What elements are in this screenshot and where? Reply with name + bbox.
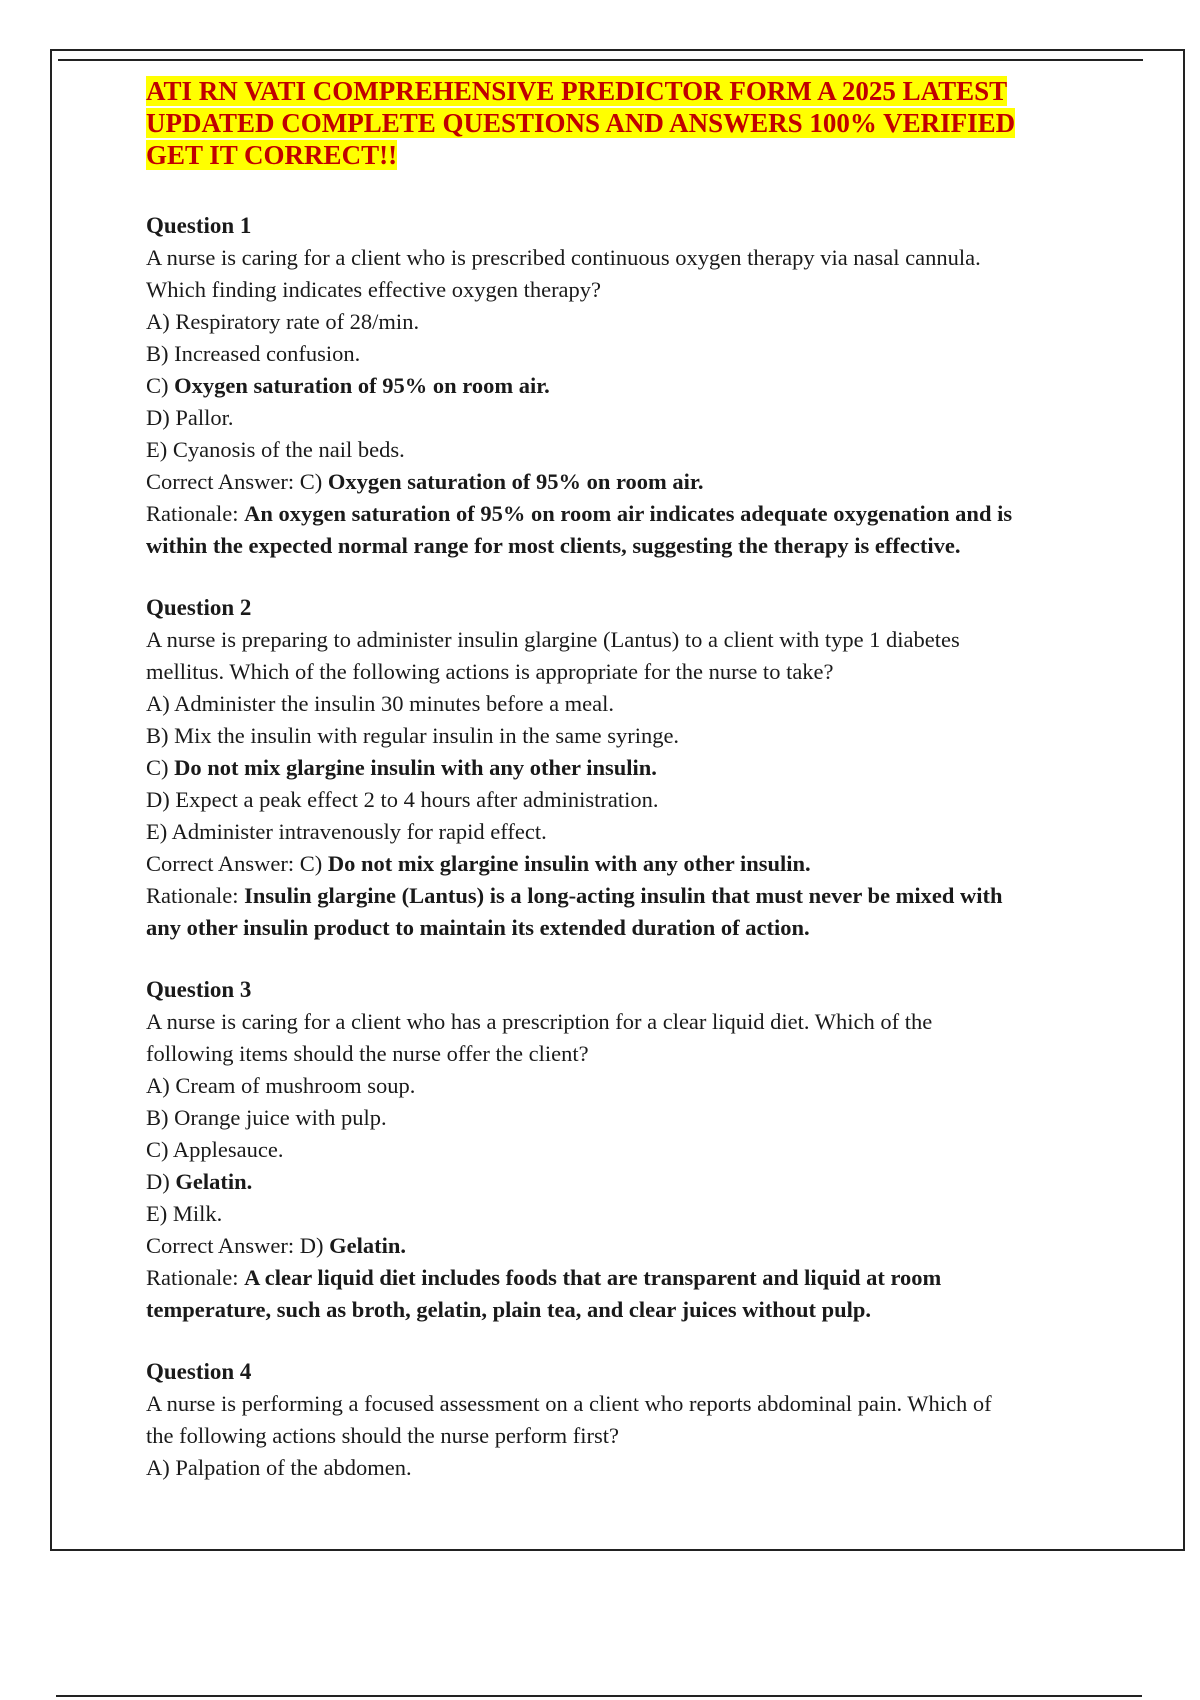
question-block — [146, 210, 1136, 562]
option-letter: E) — [146, 819, 172, 844]
question-heading: Question 3 — [146, 977, 252, 1002]
option-letter: A) — [146, 1073, 176, 1098]
option-letter: C) — [146, 755, 175, 780]
question-block — [146, 592, 1136, 944]
option-letter: D) — [146, 405, 176, 430]
answer-option — [146, 720, 1136, 752]
correct-answer — [146, 848, 1136, 880]
answer-label: Correct Answer: — [146, 851, 300, 876]
option-text: Orange juice with pulp. — [174, 1105, 387, 1130]
answer-option-correct — [146, 752, 1136, 784]
option-letter: C) — [146, 373, 175, 398]
title-line: ATI RN VATI COMPREHENSIVE PREDICTOR FORM A 2025 LATEST — [146, 76, 1008, 106]
answer-option — [146, 1134, 1136, 1166]
rationale-label: Rationale: — [146, 501, 245, 526]
rationale — [146, 498, 1136, 530]
rationale-text: An oxygen saturation of 95% on room air indicates adequate oxygenation and is — [244, 501, 1013, 526]
answer-option — [146, 1070, 1136, 1102]
title-line: GET IT CORRECT!! — [146, 140, 398, 170]
answer-option — [146, 306, 1136, 338]
title-line: UPDATED COMPLETE QUESTIONS AND ANSWERS 100% VERIFIED — [146, 108, 1016, 138]
option-text: Gelatin. — [175, 1169, 253, 1194]
answer-letter: C) — [299, 851, 328, 876]
question-block — [146, 974, 1136, 1326]
question-heading: Question 4 — [146, 1359, 252, 1384]
answer-option — [146, 1452, 1136, 1484]
option-letter: A) — [146, 1455, 176, 1480]
answer-option — [146, 784, 1136, 816]
answer-letter: D) — [299, 1233, 330, 1258]
option-text: Cyanosis of the nail beds. — [172, 437, 405, 462]
question-stem-line: A nurse is caring for a client who is prescribed continuous oxygen therapy via nasal cannula. — [146, 245, 981, 270]
answer-text: Do not mix glargine insulin with any other insulin. — [327, 851, 811, 876]
document-title — [146, 75, 1136, 171]
option-text: Pallor. — [175, 405, 234, 430]
rationale-label: Rationale: — [146, 1265, 245, 1290]
option-letter: A) — [146, 309, 176, 334]
option-text: Applesauce. — [172, 1137, 284, 1162]
rationale-text: within the expected normal range for most clients, suggesting the therapy is effective. — [146, 533, 961, 558]
rationale-text: any other insulin product to maintain its extended duration of action. — [146, 915, 810, 940]
option-text: Respiratory rate of 28/min. — [175, 309, 420, 334]
question-stem-line: the following actions should the nurse perform first? — [146, 1423, 620, 1448]
answer-text: Oxygen saturation of 95% on room air. — [327, 469, 704, 494]
rationale — [146, 1262, 1136, 1294]
question-heading: Question 2 — [146, 595, 252, 620]
answer-text: Gelatin. — [329, 1233, 406, 1258]
answer-option — [146, 688, 1136, 720]
answer-letter: C) — [299, 469, 328, 494]
header-rule — [58, 59, 1143, 61]
question-block — [146, 1356, 1136, 1484]
option-letter: B) — [146, 723, 175, 748]
option-text: Palpation of the abdomen. — [175, 1455, 412, 1480]
option-letter: B) — [146, 341, 175, 366]
option-text: Cream of mushroom soup. — [175, 1073, 416, 1098]
question-stem-line: Which finding indicates effective oxygen therapy? — [146, 277, 602, 302]
option-letter: B) — [146, 1105, 175, 1130]
option-text: Administer the insulin 30 minutes before a meal. — [174, 691, 615, 716]
rationale-text: Insulin glargine (Lantus) is a long-acting insulin that must never be mixed with — [244, 883, 1003, 908]
rationale-label: Rationale: — [146, 883, 245, 908]
footer-rule — [56, 1695, 1142, 1697]
answer-option — [146, 816, 1136, 848]
option-text: Expect a peak effect 2 to 4 hours after administration. — [175, 787, 659, 812]
question-stem-line: A nurse is caring for a client who has a prescription for a clear liquid diet. Which of the — [146, 1009, 933, 1034]
question-stem-line: A nurse is performing a focused assessment on a client who reports abdominal pain. Which of — [146, 1391, 992, 1416]
option-text: Mix the insulin with regular insulin in the same syringe. — [174, 723, 680, 748]
answer-option — [146, 434, 1136, 466]
option-text: Increased confusion. — [174, 341, 361, 366]
page-border — [50, 49, 1185, 1551]
question-heading: Question 1 — [146, 213, 252, 238]
rationale-text: A clear liquid diet includes foods that are transparent and liquid at room — [244, 1265, 942, 1290]
option-text: Milk. — [172, 1201, 223, 1226]
answer-label: Correct Answer: — [146, 469, 300, 494]
answer-option — [146, 1198, 1136, 1230]
option-text: Oxygen saturation of 95% on room air. — [174, 373, 550, 398]
correct-answer — [146, 1230, 1136, 1262]
rationale-text: temperature, such as broth, gelatin, plain tea, and clear juices without pulp. — [146, 1297, 872, 1322]
option-letter: D) — [146, 1169, 176, 1194]
question-stem-line: following items should the nurse offer the client? — [146, 1041, 589, 1066]
question-stem-line: mellitus. Which of the following actions is appropriate for the nurse to take? — [146, 659, 834, 684]
option-letter: A) — [146, 691, 175, 716]
option-letter: E) — [146, 1201, 173, 1226]
option-text: Administer intravenously for rapid effect. — [171, 819, 547, 844]
answer-option — [146, 338, 1136, 370]
option-letter: D) — [146, 787, 176, 812]
answer-option-correct — [146, 1166, 1136, 1198]
answer-label: Correct Answer: — [146, 1233, 300, 1258]
rationale — [146, 880, 1136, 912]
option-letter: C) — [146, 1137, 173, 1162]
answer-option-correct — [146, 370, 1136, 402]
option-letter: E) — [146, 437, 173, 462]
option-text: Do not mix glargine insulin with any other insulin. — [174, 755, 657, 780]
question-stem-line: A nurse is preparing to administer insulin glargine (Lantus) to a client with type 1 diabetes — [146, 627, 960, 652]
answer-option — [146, 402, 1136, 434]
document-content — [146, 75, 1136, 1484]
answer-option — [146, 1102, 1136, 1134]
correct-answer — [146, 466, 1136, 498]
